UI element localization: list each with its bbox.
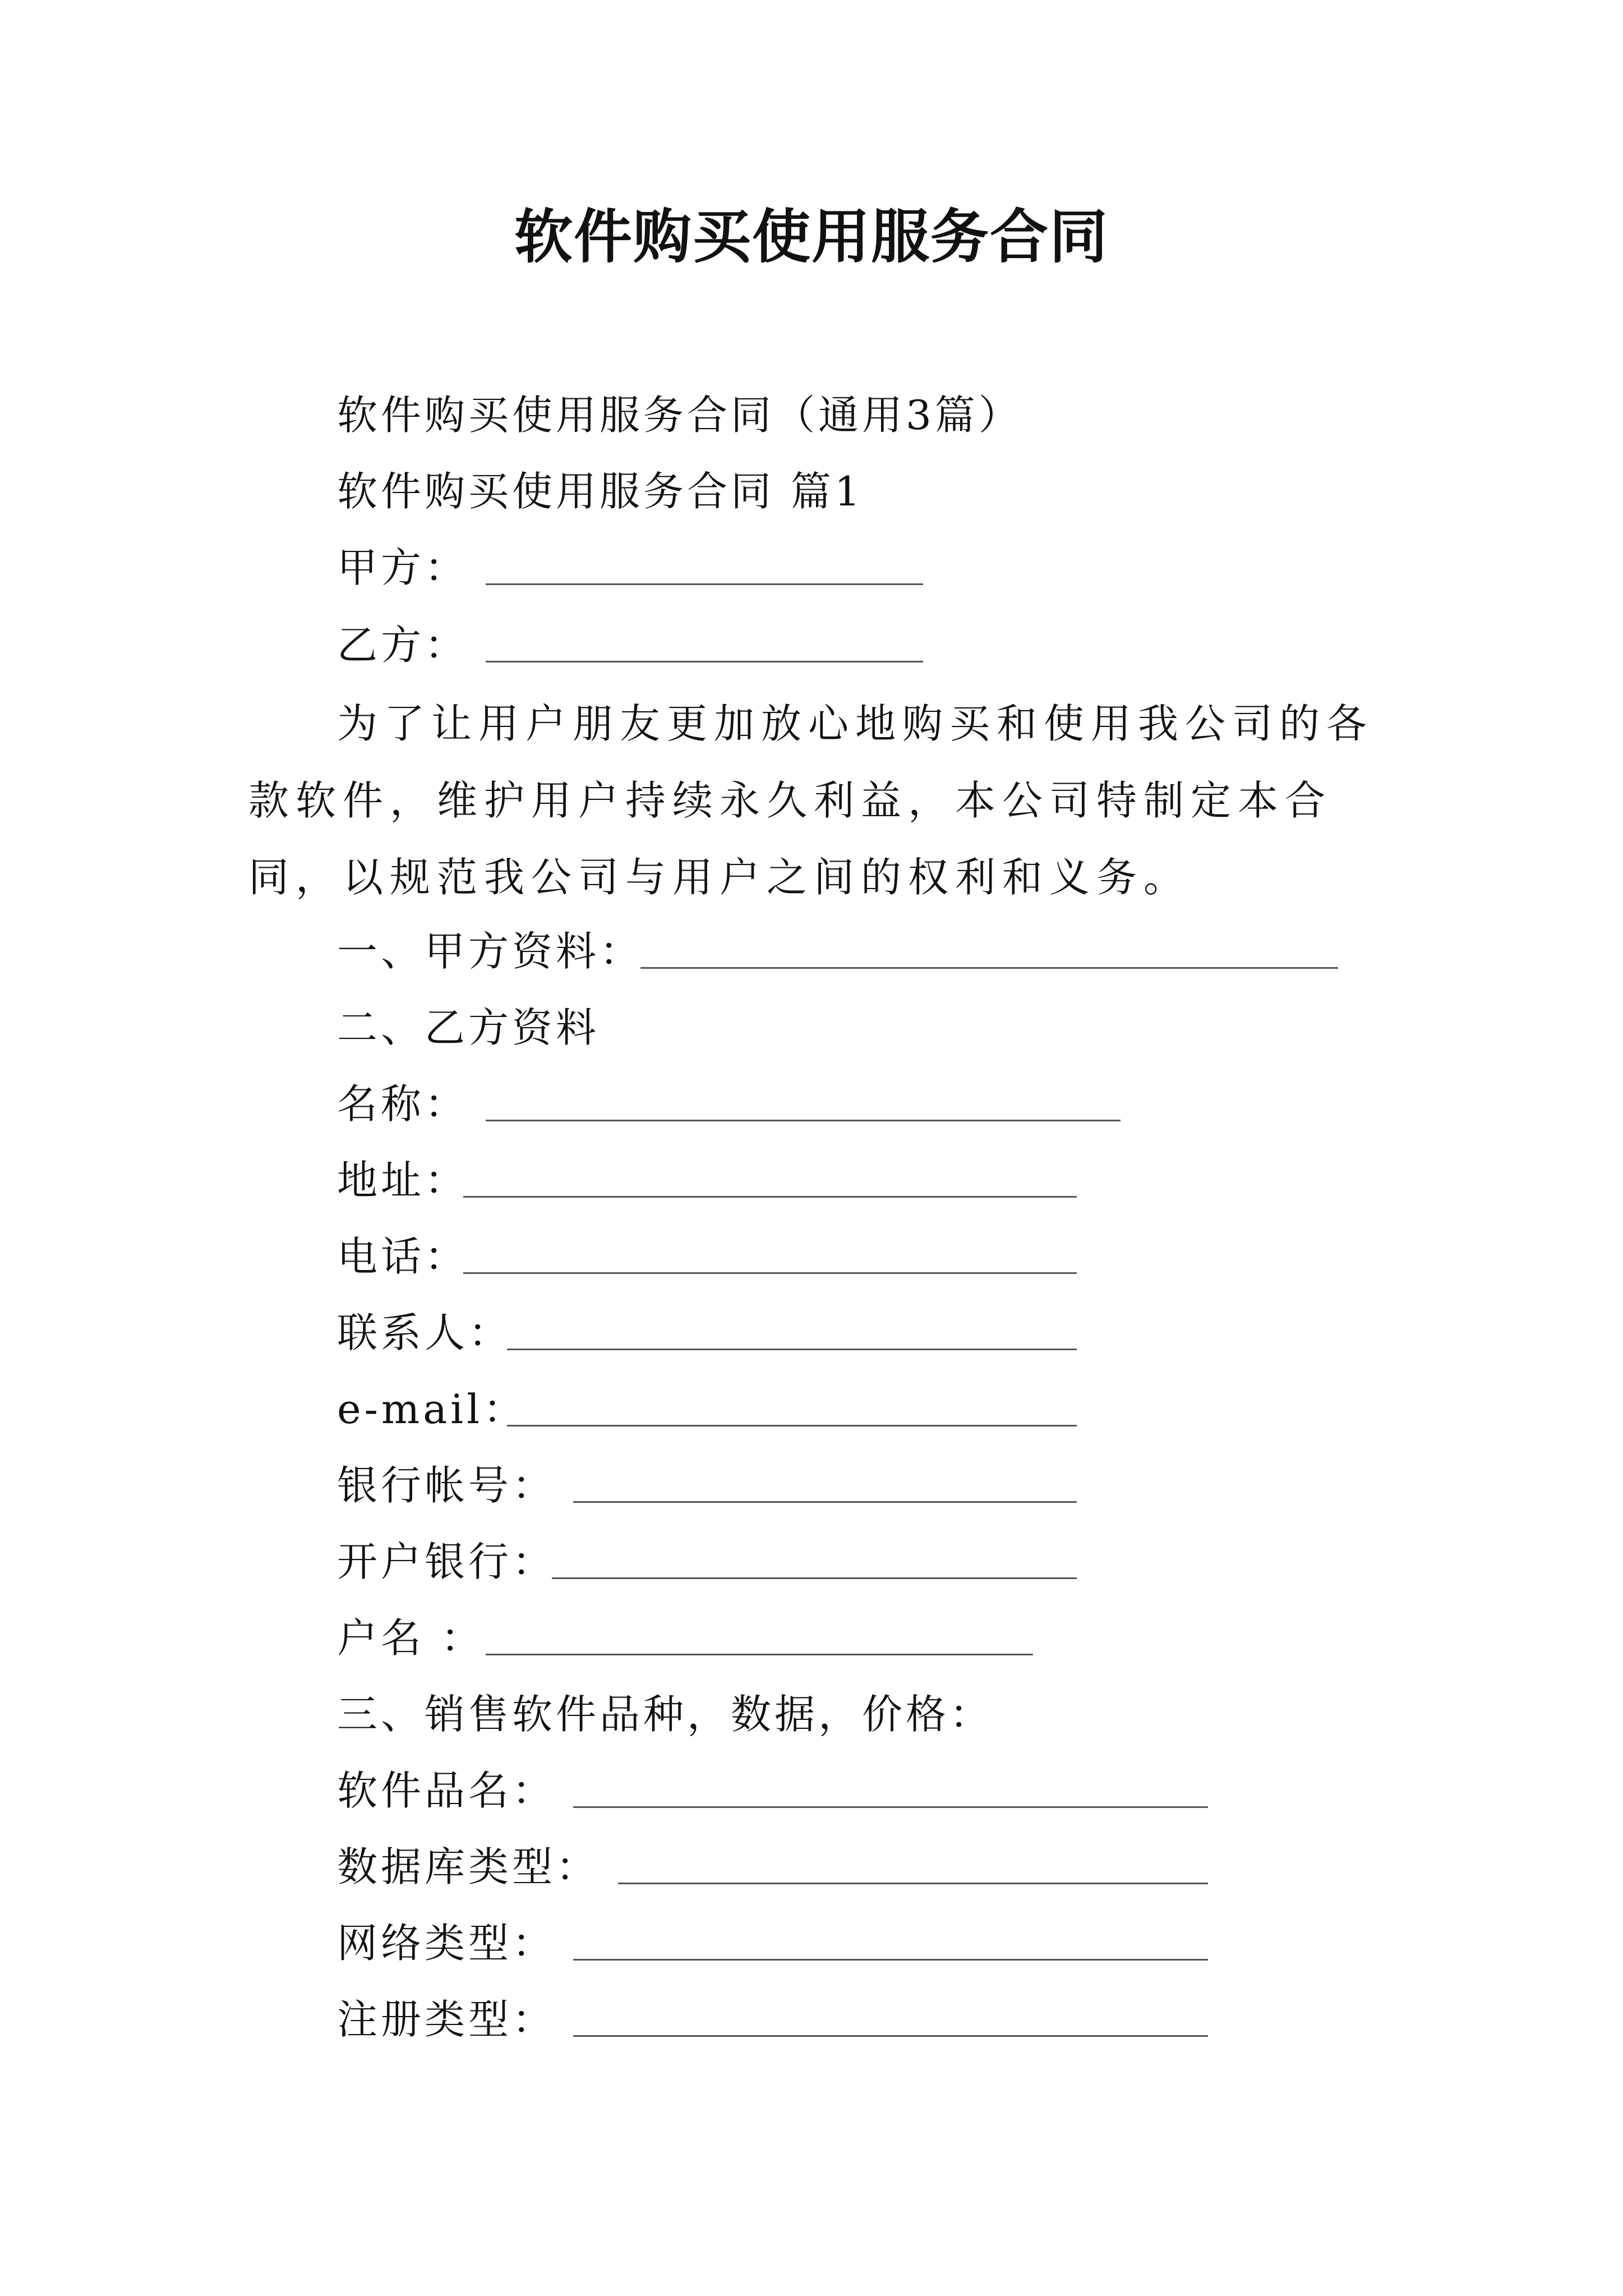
network-type-blank[interactable] bbox=[573, 1959, 1208, 1961]
account-name-label: 户名 ： bbox=[337, 1614, 485, 1662]
bank-account-label: 银行帐号： bbox=[337, 1462, 556, 1509]
intro-paragraph: 为了让用户朋友更加放心地购买和使用我公司的各款软件，维护用户持续永久利益，本公司特制定本合同，以规范我公司与用户之间的权利和义务。 bbox=[248, 700, 1374, 901]
phone-blank[interactable] bbox=[463, 1272, 1077, 1274]
section-heading: 软件购买使用服务合同 篇1 bbox=[337, 468, 864, 515]
software-name-blank[interactable] bbox=[573, 1806, 1208, 1808]
clause-two-label: 二、乙方资料 bbox=[337, 1004, 600, 1051]
bank-label: 开户银行： bbox=[337, 1538, 556, 1585]
network-type-label: 网络类型： bbox=[337, 1920, 556, 1967]
database-type-blank[interactable] bbox=[618, 1883, 1208, 1884]
contact-blank[interactable] bbox=[507, 1349, 1077, 1350]
name-label: 名称： bbox=[337, 1080, 469, 1128]
database-type-label: 数据库类型： bbox=[337, 1843, 600, 1890]
document-subtitle: 软件购买使用服务合同（通用3篇） bbox=[337, 392, 1022, 439]
registration-type-blank[interactable] bbox=[573, 2035, 1208, 2037]
phone-label: 电话： bbox=[337, 1233, 469, 1280]
email-label: e-mail： bbox=[337, 1386, 527, 1433]
clause-three-label: 三、销售软件品种，数据，价格： bbox=[337, 1691, 994, 1738]
name-blank[interactable] bbox=[486, 1120, 1121, 1121]
account-name-blank[interactable] bbox=[486, 1654, 1033, 1655]
contact-label: 联系人： bbox=[337, 1309, 513, 1356]
party-a-label: 甲方： bbox=[337, 544, 469, 591]
party-a-info-blank[interactable] bbox=[640, 967, 1338, 969]
document-title: 软件购买使用服务合同 bbox=[514, 202, 1109, 271]
registration-type-label: 注册类型： bbox=[337, 1996, 556, 2043]
party-b-label: 乙方： bbox=[337, 622, 469, 669]
clause-one-label: 一、甲方资料： bbox=[337, 928, 644, 975]
party-b-blank[interactable] bbox=[486, 661, 923, 662]
bank-blank[interactable] bbox=[552, 1577, 1077, 1579]
party-a-blank[interactable] bbox=[486, 583, 923, 585]
software-name-label: 软件品名： bbox=[337, 1767, 556, 1814]
address-label: 地址： bbox=[337, 1157, 469, 1204]
address-blank[interactable] bbox=[463, 1196, 1077, 1198]
bank-account-blank[interactable] bbox=[573, 1501, 1077, 1503]
email-blank[interactable] bbox=[507, 1425, 1077, 1427]
